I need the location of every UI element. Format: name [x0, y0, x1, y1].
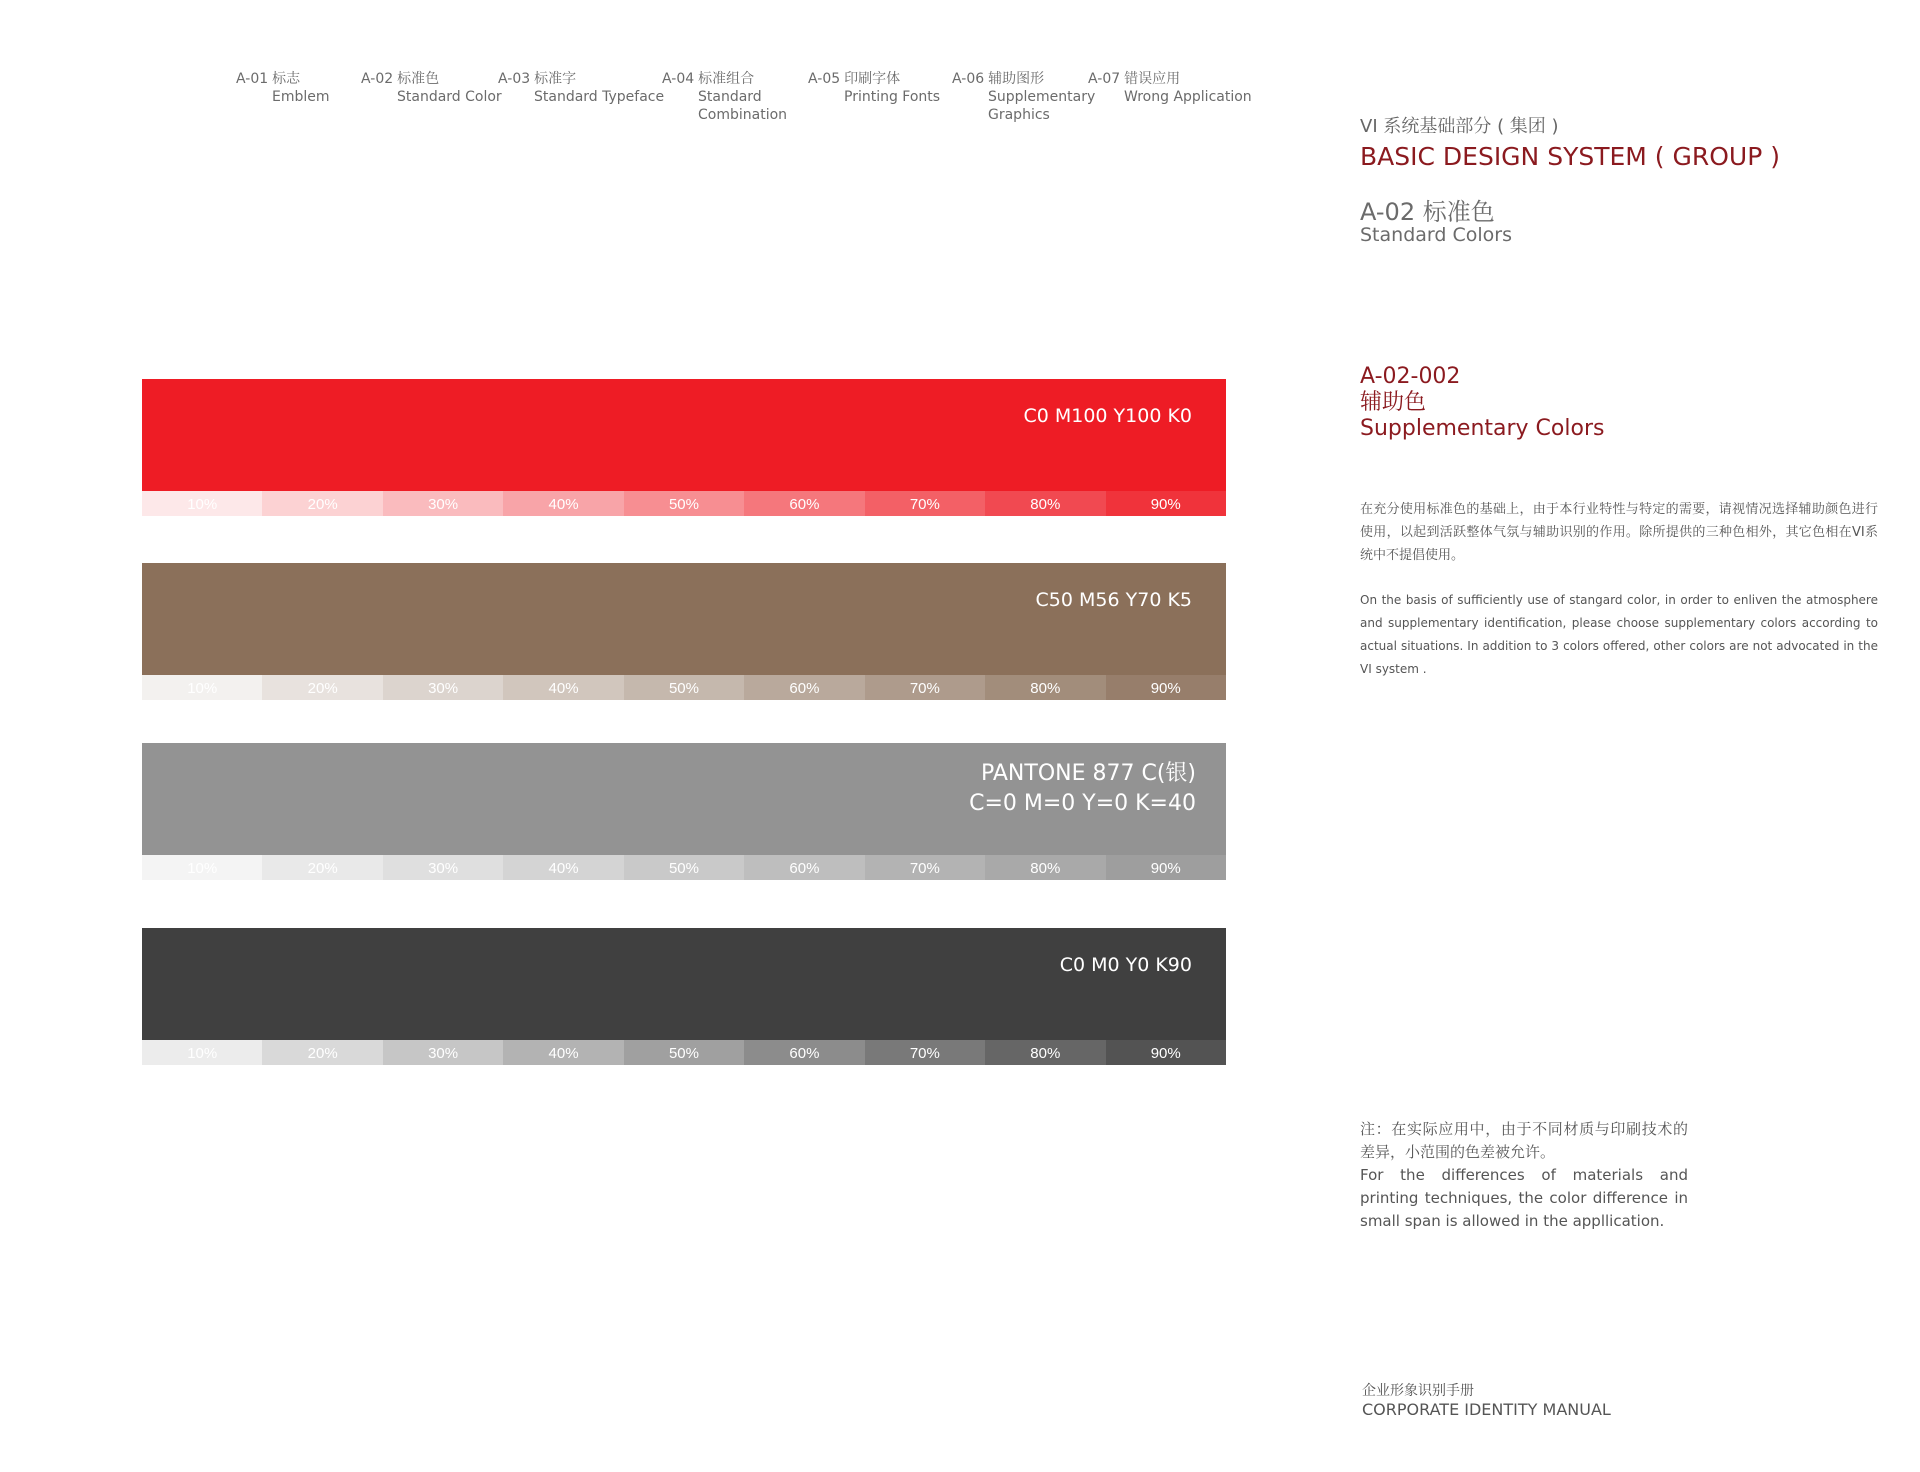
nav-code: A-06 [952, 71, 985, 87]
color-swatch-silver [142, 743, 1226, 880]
description-en: On the basis of sufficiently use of stangard color, in order to enliven the atmosphere and supplementary identification, please choose supplementary colors according to actual situations. In addition to 3 colors offered, other colors are not advocated in the VI system . [1360, 593, 1878, 676]
nav-en: Standard Color [397, 89, 502, 105]
tint-60: 60% [744, 855, 864, 880]
swatch-label: PANTONE 877 C(银) C=0 M=0 Y=0 K=40 [969, 761, 1196, 816]
tint-20: 20% [262, 855, 382, 880]
nav-en: Standard Combination [698, 89, 788, 123]
nav-cn: 印刷字体 [844, 71, 901, 87]
tint-30: 30% [383, 1040, 503, 1065]
tint-90: 90% [1106, 675, 1226, 700]
tint-10: 10% [142, 675, 262, 700]
system-title-en: BASIC DESIGN SYSTEM ( GROUP ) [1360, 142, 1780, 171]
nav-item-wrong-application[interactable] [1088, 70, 1252, 106]
nav-cn: 标志 [272, 71, 301, 87]
nav-en: Printing Fonts [844, 89, 941, 105]
subsection-code: A-02-002 [1360, 364, 1461, 389]
description-cn: 在充分使用标准色的基础上，由于本行业特性与特定的需要，请视情况选择辅助颜色进行使用，以起到活跃整体气氛与辅助识别的作用。除所提供的三种色相外，其它色相在VI系统中不提倡使用。 [1360, 502, 1878, 563]
tint-60: 60% [744, 491, 864, 516]
tint-50: 50% [624, 491, 744, 516]
tint-90: 90% [1106, 1040, 1226, 1065]
tint-80: 80% [985, 855, 1105, 880]
tint-90: 90% [1106, 491, 1226, 516]
tint-30: 30% [383, 855, 503, 880]
nav-cn: 标准组合 [698, 71, 755, 87]
tint-20: 20% [262, 491, 382, 516]
tint-40: 40% [503, 675, 623, 700]
nav-item-standard-typeface[interactable] [498, 70, 664, 106]
swatch-main-silver [142, 743, 1226, 855]
swatch-main-dark-gray [142, 928, 1226, 1040]
tint-20: 20% [262, 1040, 382, 1065]
tint-40: 40% [503, 1040, 623, 1065]
nav-code: A-07 [1088, 71, 1121, 87]
tint-80: 80% [985, 675, 1105, 700]
system-title-cn: VI 系统基础部分 ( 集团 ) [1360, 116, 1559, 137]
subsection-cn: 辅助色 [1360, 390, 1427, 415]
nav-en: Standard Typeface [534, 89, 665, 105]
tint-60: 60% [744, 675, 864, 700]
swatch-label: C0 M100 Y100 K0 [1023, 405, 1192, 427]
nav-item-standard-combination[interactable] [662, 70, 787, 124]
swatch-main-red [142, 379, 1226, 491]
nav-en: Emblem [272, 89, 330, 105]
nav-en: Wrong Application [1124, 89, 1252, 105]
tint-50: 50% [624, 1040, 744, 1065]
tint-30: 30% [383, 491, 503, 516]
tint-strip [142, 1040, 1226, 1065]
tint-70: 70% [865, 855, 985, 880]
nav-en: Supplementary Graphics [988, 89, 1096, 123]
top-navigation [0, 70, 1300, 130]
nav-cn: 辅助图形 [988, 71, 1045, 87]
swatch-main-brown [142, 563, 1226, 675]
tint-20: 20% [262, 675, 382, 700]
nav-code: A-04 [662, 71, 695, 87]
tint-30: 30% [383, 675, 503, 700]
tint-60: 60% [744, 1040, 864, 1065]
tint-90: 90% [1106, 855, 1226, 880]
tint-70: 70% [865, 1040, 985, 1065]
nav-code: A-05 [808, 71, 841, 87]
tint-10: 10% [142, 1040, 262, 1065]
subsection-en: Supplementary Colors [1360, 416, 1605, 441]
color-swatch-red [142, 379, 1226, 516]
tint-strip [142, 855, 1226, 880]
tint-50: 50% [624, 855, 744, 880]
nav-item-supplementary-graphics[interactable] [952, 70, 1095, 124]
nav-cn: 错误应用 [1124, 71, 1181, 87]
swatch-label: C50 M56 Y70 K5 [1035, 589, 1192, 611]
color-swatch-dark-gray [142, 928, 1226, 1065]
swatch-label: C0 M0 Y0 K90 [1059, 954, 1192, 976]
nav-item-printing-fonts[interactable] [808, 70, 940, 106]
nav-item-standard-color[interactable] [361, 70, 502, 106]
tint-80: 80% [985, 1040, 1105, 1065]
nav-code: A-01 [236, 71, 269, 87]
tint-80: 80% [985, 491, 1105, 516]
tint-10: 10% [142, 491, 262, 516]
tint-40: 40% [503, 855, 623, 880]
section-title: A-02 标准色 [1360, 198, 1495, 226]
nav-cn: 标准字 [534, 71, 577, 87]
tint-10: 10% [142, 855, 262, 880]
note: 注：在实际应用中，由于不同材质与印刷技术的差异，小范围的色差被允许。 For the differences of materials and printing techniques, the color difference in small span is allowed in the appllication. [1360, 1120, 1688, 1230]
nav-cn: 标准色 [397, 71, 440, 87]
subsection-heading [1360, 364, 1604, 442]
tint-70: 70% [865, 675, 985, 700]
footer-en: CORPORATE IDENTITY MANUAL [1362, 1400, 1611, 1419]
nav-code: A-03 [498, 71, 531, 87]
tint-strip [142, 491, 1226, 516]
tint-70: 70% [865, 491, 985, 516]
nav-code: A-02 [361, 71, 394, 87]
tint-40: 40% [503, 491, 623, 516]
footer-cn: 企业形象识别手册 [1362, 1383, 1474, 1399]
tint-strip [142, 675, 1226, 700]
section-subtitle: Standard Colors [1360, 224, 1512, 246]
tint-50: 50% [624, 675, 744, 700]
color-swatch-brown [142, 563, 1226, 700]
nav-item-emblem[interactable] [236, 70, 330, 106]
